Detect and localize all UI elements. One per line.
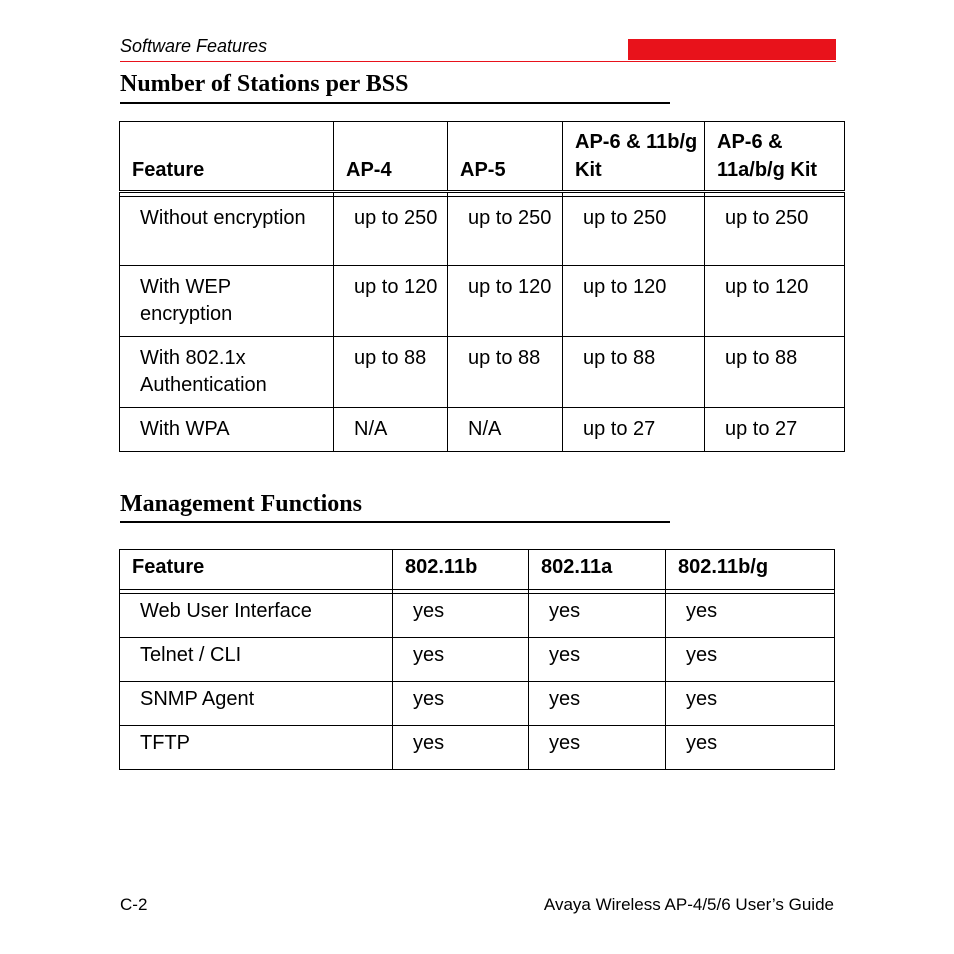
table-cell: yes <box>529 594 666 638</box>
table-row <box>120 266 845 337</box>
table-cell: up to 88 <box>448 337 563 408</box>
table-cell: Telnet / CLI <box>120 638 393 682</box>
table-row <box>120 682 835 726</box>
table-cell: up to 88 <box>563 337 705 408</box>
table-cell: With WEP encryption <box>120 266 334 337</box>
table-cell: With 802.1x Authentication <box>120 337 334 408</box>
management-table <box>119 549 835 770</box>
table-cell: yes <box>393 594 529 638</box>
table-cell: yes <box>393 638 529 682</box>
guide-title: Avaya Wireless AP-4/5/6 User’s Guide <box>543 895 834 914</box>
table-row <box>120 638 835 682</box>
running-head-title: Software Features <box>120 36 268 56</box>
column-header: 802.11a <box>529 550 666 590</box>
table-cell: up to 120 <box>334 266 448 337</box>
table-cell: up to 250 <box>705 197 845 266</box>
table-cell: yes <box>666 726 835 770</box>
table-cell: N/A <box>448 408 563 452</box>
header-rule <box>120 61 836 62</box>
page-number: C-2 <box>120 895 148 914</box>
table-cell: yes <box>529 682 666 726</box>
table-cell: N/A <box>334 408 448 452</box>
table-row <box>120 197 845 266</box>
table-cell: yes <box>393 682 529 726</box>
column-header: AP-4 <box>334 122 448 192</box>
table-cell: up to 120 <box>448 266 563 337</box>
section-rule-stations <box>120 102 670 104</box>
table-cell: up to 88 <box>705 337 845 408</box>
table-cell: up to 88 <box>334 337 448 408</box>
table-cell: yes <box>529 638 666 682</box>
table-cell: Without encryption <box>120 197 334 266</box>
table-cell: yes <box>666 594 835 638</box>
table-cell: up to 250 <box>563 197 705 266</box>
stations-table <box>119 121 845 452</box>
table-cell: up to 120 <box>705 266 845 337</box>
table-cell: yes <box>529 726 666 770</box>
section-rule-management <box>120 521 670 523</box>
table-header-row <box>120 122 845 192</box>
table-cell: Web User Interface <box>120 594 393 638</box>
section-title-management: Management Functions <box>120 491 362 517</box>
table-cell: up to 120 <box>563 266 705 337</box>
table-cell: up to 27 <box>563 408 705 452</box>
table-cell: yes <box>393 726 529 770</box>
table-cell: up to 250 <box>334 197 448 266</box>
table-cell: up to 27 <box>705 408 845 452</box>
table-header-row <box>120 550 835 590</box>
column-header: AP-5 <box>448 122 563 192</box>
column-header: 802.11b/g <box>666 550 835 590</box>
table-row <box>120 408 845 452</box>
section-title-stations: Number of Stations per BSS <box>120 71 409 97</box>
table-cell: SNMP Agent <box>120 682 393 726</box>
header-accent-bar <box>628 39 836 60</box>
table-row <box>120 594 835 638</box>
table-cell: With WPA <box>120 408 334 452</box>
column-header: AP-6 & 11b/g Kit <box>563 122 705 192</box>
column-header: AP-6 & 11a/b/g Kit <box>705 122 845 192</box>
table-cell: TFTP <box>120 726 393 770</box>
table-cell: yes <box>666 638 835 682</box>
table-cell: yes <box>666 682 835 726</box>
table-row <box>120 726 835 770</box>
column-header: Feature <box>120 122 334 192</box>
table-row <box>120 337 845 408</box>
column-header: Feature <box>120 550 393 590</box>
column-header: 802.11b <box>393 550 529 590</box>
table-cell: up to 250 <box>448 197 563 266</box>
